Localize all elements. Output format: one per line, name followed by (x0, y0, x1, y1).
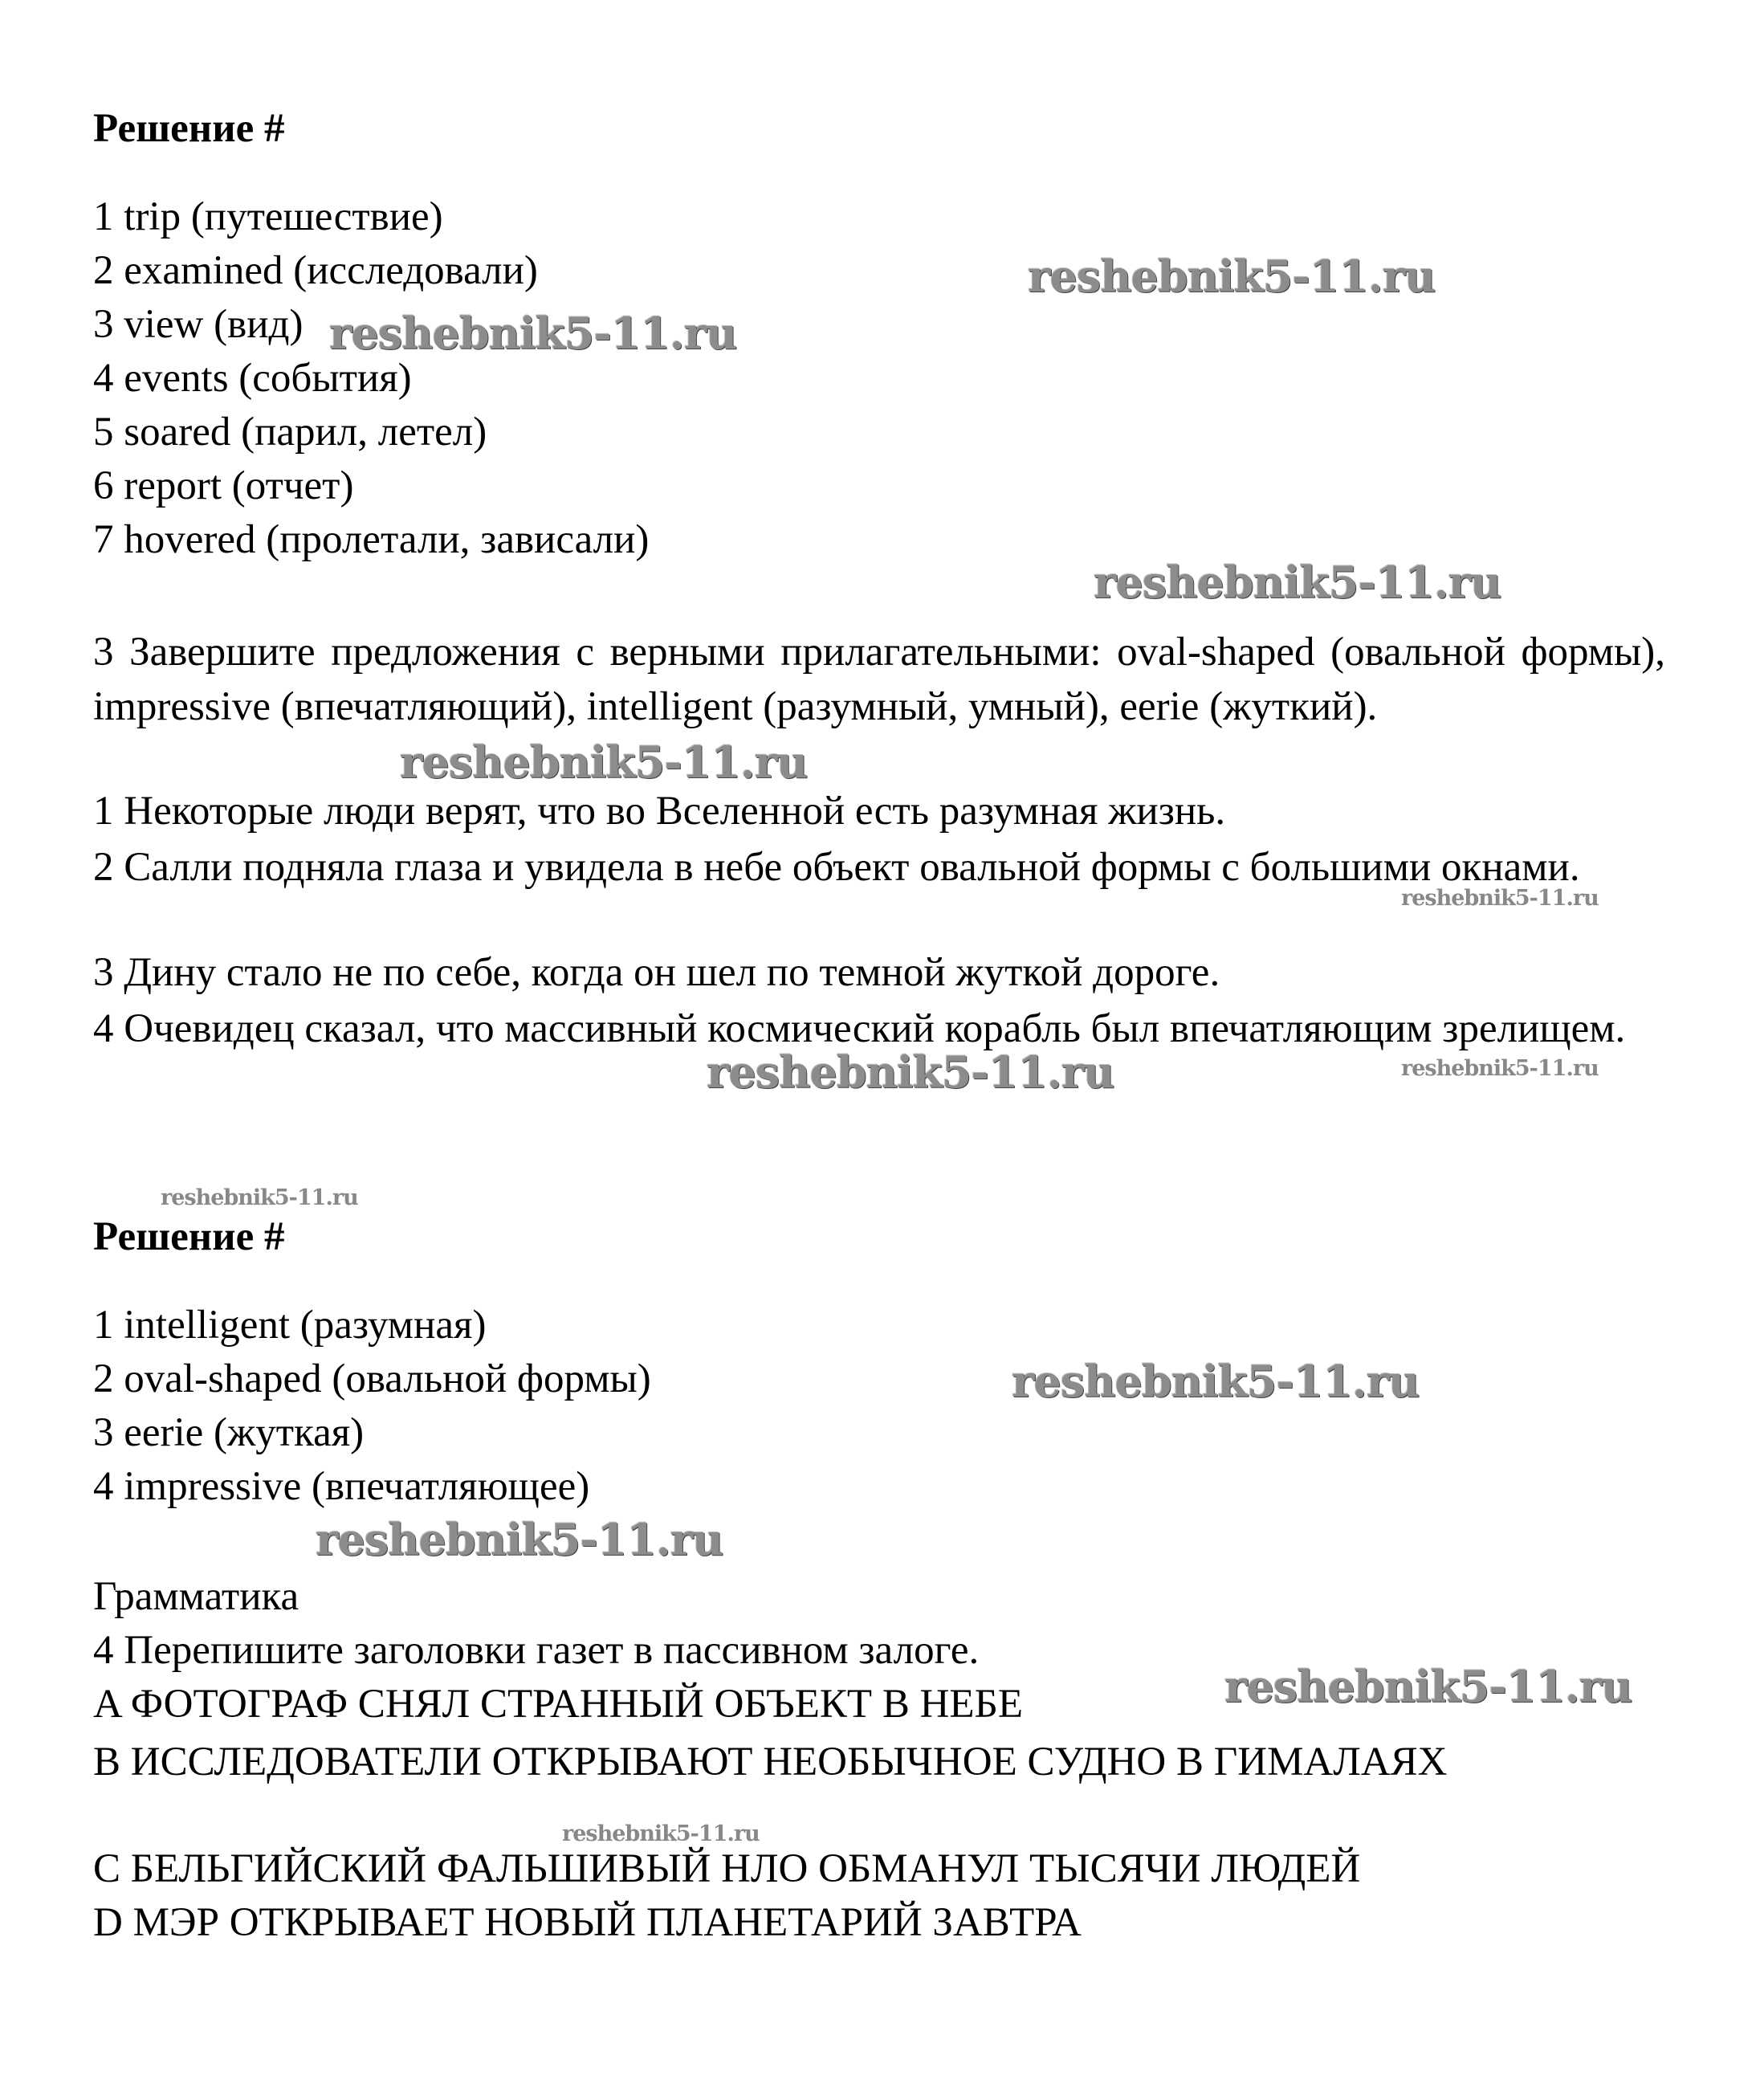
headline-item: B ИССЛЕДОВАТЕЛИ ОТКРЫВАЮТ НЕОБЫЧНОЕ СУДНО В ГИМАЛАЯХ (93, 1740, 1448, 1784)
answer-item: 3 view (вид) (93, 302, 304, 347)
grammar-title: Грамматика (93, 1574, 299, 1619)
answer-item: 2 oval-shaped (овальной формы) (93, 1356, 651, 1401)
headline-item: D МЭР ОТКРЫВАЕТ НОВЫЙ ПЛАНЕТАРИЙ ЗАВТРА (93, 1900, 1082, 1945)
watermark: reshebnik5-11.ru (1012, 1356, 1420, 1407)
answer-item: 4 events (события) (93, 356, 412, 401)
watermark: reshebnik5-11.ru (400, 736, 808, 788)
watermark: reshebnik5-11.ru (1028, 251, 1436, 302)
solution-heading-1: Решение # (93, 106, 285, 151)
answer-item: 1 intelligent (разумная) (93, 1303, 487, 1348)
watermark: reshebnik5-11.ru (1401, 1056, 1599, 1081)
watermark: reshebnik5-11.ru (562, 1821, 760, 1846)
task3-sentence: 1 Некоторые люди верят, что во Вселенной есть разумная жизнь. (93, 789, 1226, 834)
task3-sentence: 4 Очевидец сказал, что массивный космический корабль был впечатляющим зрелищем. (93, 1006, 1626, 1051)
watermark: reshebnik5-11.ru (161, 1185, 358, 1210)
answer-item: 2 examined (исследовали) (93, 248, 538, 293)
answer-item: 5 soared (парил, летел) (93, 410, 487, 455)
headline-item: A ФОТОГРАФ СНЯЛ СТРАННЫЙ ОБЪЕКТ В НЕБЕ (93, 1682, 1024, 1727)
watermark: reshebnik5-11.ru (1401, 886, 1599, 911)
answer-item: 1 trip (путешествие) (93, 194, 443, 239)
answer-item: 4 impressive (впечатляющее) (93, 1464, 590, 1509)
watermark: reshebnik5-11.ru (329, 308, 737, 359)
watermark: reshebnik5-11.ru (316, 1514, 723, 1565)
answer-item: 6 report (отчет) (93, 463, 354, 508)
task3-sentence: 3 Дину стало не по себе, когда он шел по темной жуткой дороге. (93, 950, 1220, 995)
watermark: reshebnik5-11.ru (707, 1046, 1114, 1098)
grammar-instruction: 4 Перепишите заголовки газет в пассивном залоге. (93, 1628, 980, 1673)
solution-heading-2: Решение # (93, 1214, 285, 1259)
headline-item: C БЕЛЬГИЙСКИЙ ФАЛЬШИВЫЙ НЛО ОБМАНУЛ ТЫСЯЧИ ЛЮДЕЙ (93, 1846, 1361, 1891)
answer-item: 3 eerie (жуткая) (93, 1410, 365, 1455)
watermark: reshebnik5-11.ru (1224, 1661, 1632, 1712)
answer-item: 7 hovered (пролетали, зависали) (93, 517, 650, 562)
task3-sentence: 2 Салли подняла глаза и увидела в небе объект овальной формы с большими окнами. (93, 845, 1580, 890)
watermark: reshebnik5-11.ru (1094, 557, 1501, 608)
task3-instruction: 3 Завершите предложения с верными прилагательными: oval-shaped (овальной формы), impressive (впечатляющий), intelligent (разумный, умный), eerie (жуткий). (93, 630, 1665, 729)
